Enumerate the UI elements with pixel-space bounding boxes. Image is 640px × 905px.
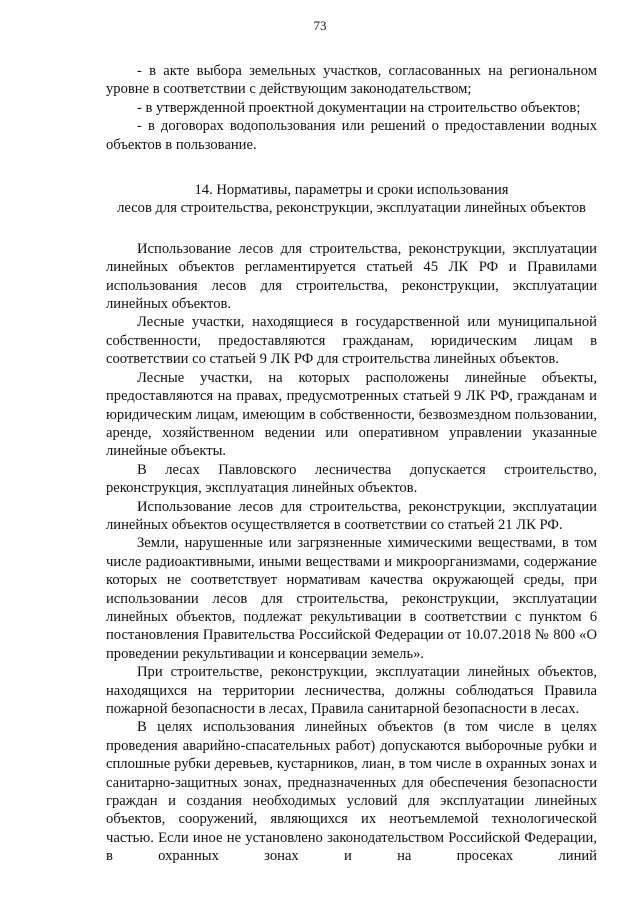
paragraph: Земли, нарушенные или загрязненные химическими веществами, в том числе радиоактивными, иными веществами и микроорганизмами, содержание которых не соответствует нормативам качества окружающей среды, при использовании лесов для строительства, реконструкции, эксплуатации линейных объектов, подлежат рекультивации в соответствии с пунктом 6 постановления Правительства Российской Федерации от 10.07.2018 № 800 «О проведении рекультивации и консервации земель». <box>106 535 597 662</box>
paragraph: В лесах Павловского лесничества допускается строительство, реконструкция, эксплуатация линейных объектов. <box>106 461 597 497</box>
bullet-item: - в договорах водопользования или решений о предоставлении водных объектов в пользование. <box>106 118 597 153</box>
document-body <box>106 62 597 866</box>
paragraph: В целях использования линейных объектов (в том числе в целях проведения аварийно-спасательных работ) допускаются выборочные рубки и сплошные рубки деревьев, кустарников, лиан, в том числе в охранных зонах и санитарно-защитных зонах, предназначенных для обеспечения безопасности граждан и создания необходимых условий для эксплуатации линейных объектов, сооружений, являющихся их неотъемлемой технологической частью. Если иное не установлено законодательством Российской Федерации, в охранных зонах и на просеках линий <box>106 719 597 865</box>
section-heading <box>106 181 597 218</box>
bullet-item: - в утвержденной проектной документации на строительство объектов; <box>137 99 581 116</box>
paragraph: Использование лесов для строительства, реконструкции, эксплуатации линейных объектов осуществляется в соответствии со статьей 21 ЛК РФ. <box>106 498 597 533</box>
paragraph: Лесные участки, на которых расположены линейные объекты, предоставляются на правах, предусмотренных статьей 9 ЛК РФ, гражданам и юридическим лицам, имеющим в собственности, безвозмездном пользовании, аренде, хозяйственном ведении или оперативном управлении указанные линейные объекты. <box>106 369 597 460</box>
paragraph: Лесные участки, находящиеся в государственной или муниципальной собственности, предоставляются гражданам, юридическим лицам в соответствии со статьей 9 ЛК РФ для строительства линейных объектов. <box>106 314 597 368</box>
bullet-item: - в акте выбора земельных участков, согласованных на региональном уровне в соответствии с действующим законодательством; <box>106 63 597 98</box>
section-heading-line: лесов для строительства, реконструкции, эксплуатации линейных объектов <box>117 200 586 217</box>
paragraph: Использование лесов для строительства, реконструкции, эксплуатации линейных объектов регламентируется статьей 45 ЛК РФ и Правилами использования лесов для строительства, реконструкции, эксплуатации линейных объектов. <box>106 240 597 313</box>
page-number: 73 <box>313 18 327 33</box>
section-heading-line: 14. Нормативы, параметры и сроки использования <box>194 182 509 199</box>
paragraph: При строительстве, реконструкции, эксплуатации линейных объектов, находящихся на территории лесничества, должны соблюдаться Правила пожарной безопасности в лесах, Правила санитарной безопасности в лесах. <box>106 664 597 717</box>
